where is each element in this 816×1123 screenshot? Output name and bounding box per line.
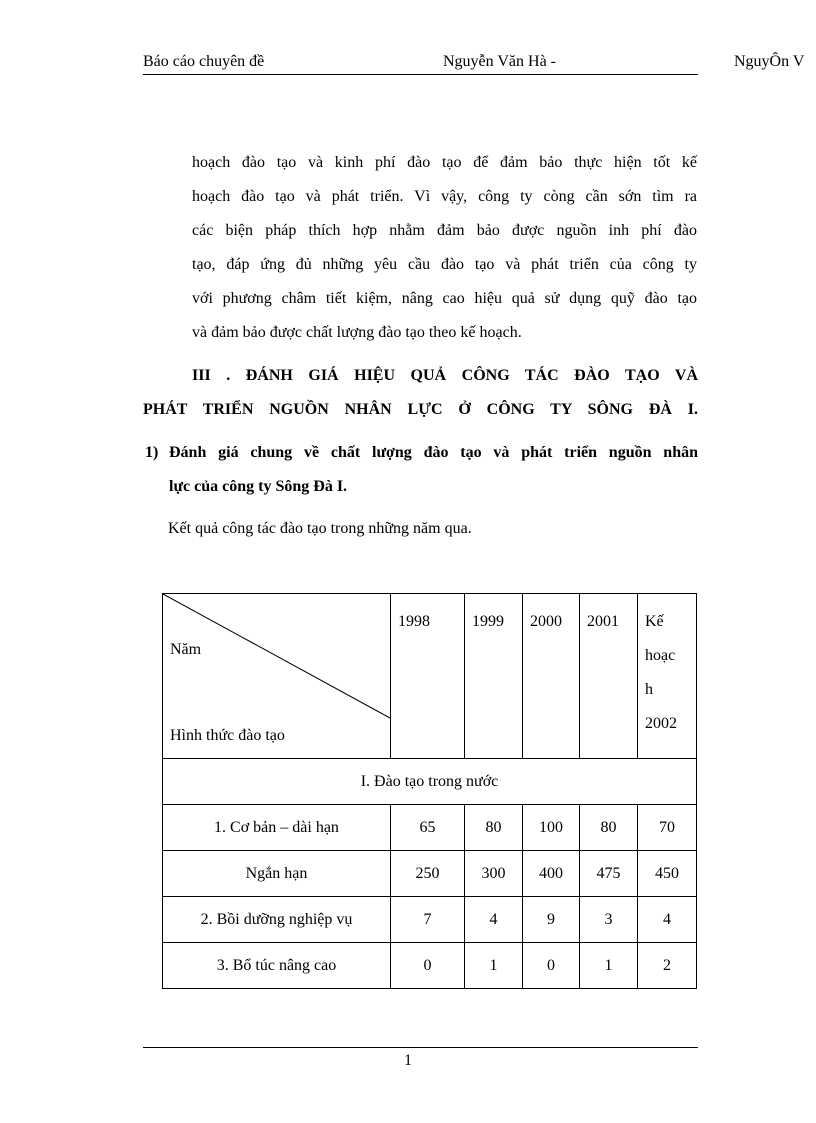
table-cell: 4 <box>465 897 523 943</box>
table-cell: 400 <box>523 851 580 897</box>
page-number: 1 <box>404 1052 412 1069</box>
table-row <box>163 805 697 851</box>
table-cell: 2 <box>638 943 697 989</box>
table-row <box>163 851 697 897</box>
subheading-number: 1) <box>145 444 159 461</box>
year-header: 2001 <box>580 594 638 759</box>
table-cell: 9 <box>523 897 580 943</box>
subheading-line: lực của công ty Sông Đà I. <box>169 478 348 495</box>
table-row <box>163 897 697 943</box>
section-heading <box>143 359 698 427</box>
table-cell: 80 <box>580 805 638 851</box>
plan-header-line: Kế <box>645 613 664 630</box>
row-label: 1. Cơ bản – dài hạn <box>163 805 391 851</box>
table-cell: 65 <box>391 805 465 851</box>
header-rule <box>143 74 698 75</box>
year-header: 1998 <box>391 594 465 759</box>
plan-header <box>638 594 697 759</box>
table-cell: 0 <box>523 943 580 989</box>
table-cell: 250 <box>391 851 465 897</box>
table-cell: 475 <box>580 851 638 897</box>
header-right: NguyÔn V <box>734 53 805 70</box>
table-cell: 80 <box>465 805 523 851</box>
table-cell: 100 <box>523 805 580 851</box>
paragraph-line: hoạch đào tạo và kinh phí đào tạo để đảm bảo thực hiện tốt kế <box>192 154 697 171</box>
plan-header-line: 2002 <box>645 715 677 732</box>
header-center: Nguyễn Văn Hà - <box>443 53 557 70</box>
section-row <box>163 759 697 805</box>
corner-form-label: Hình thức đào tạo <box>170 727 285 744</box>
row-label: 2. Bồi dưỡng nghiệp vụ <box>163 897 391 943</box>
table-cell: 3 <box>580 897 638 943</box>
paragraph-line: với phương châm tiết kiệm, nâng cao hiệu quả sử dụng quỹ đào tạo <box>192 290 697 307</box>
plan-header-line: hoạc <box>645 647 676 664</box>
table-cell: 300 <box>465 851 523 897</box>
table-cell: 0 <box>391 943 465 989</box>
paragraph-line: tạo, đáp ứng đủ những yêu cầu đào tạo và phát triển của công ty <box>192 256 697 273</box>
header-left: Báo cáo chuyên đề <box>143 53 265 70</box>
section-heading-line: PHÁT TRIỂN NGUỒN NHÂN LỰC Ở CÔNG TY SÔNG ĐÀ I. <box>143 401 698 418</box>
footer-rule <box>143 1047 698 1048</box>
table-cell: 4 <box>638 897 697 943</box>
paragraph-line: hoạch đào tạo và phát triển. Vì vậy, công ty còng cần sớn tìm ra <box>192 188 697 205</box>
table-intro: Kết quả công tác đào tạo trong những năm qua. <box>168 520 472 537</box>
section-row-label: I. Đào tạo trong nước <box>163 759 697 805</box>
subheading <box>143 436 698 504</box>
plan-header-line: h <box>645 681 653 698</box>
paragraph-line: các biện pháp thích hợp nhằm đảm bảo được nguồn inh phí đào <box>192 222 697 239</box>
row-label: 3. Bổ túc nâng cao <box>163 943 391 989</box>
corner-year-label: Năm <box>170 641 202 658</box>
table-cell: 1 <box>465 943 523 989</box>
row-label: Ngắn hạn <box>163 851 391 897</box>
year-header: 2000 <box>523 594 580 759</box>
table-cell: 450 <box>638 851 697 897</box>
body-paragraph <box>192 146 697 350</box>
table-cell: 7 <box>391 897 465 943</box>
section-heading-line: III . ĐÁNH GIÁ HIỆU QUẢ CÔNG TÁC ĐÀO TẠO VÀ <box>192 367 698 384</box>
table-cell: 70 <box>638 805 697 851</box>
corner-cell <box>163 594 391 759</box>
paragraph-line: và đảm bảo được chất lượng đào tạo theo kế hoạch. <box>192 324 522 341</box>
table-cell: 1 <box>580 943 638 989</box>
table-header-row <box>163 594 697 759</box>
table-row <box>163 943 697 989</box>
subheading-line: Đánh giá chung về chất lượng đào tạo và phát triển nguồn nhân <box>169 444 698 461</box>
training-results-table <box>162 593 697 989</box>
year-header: 1999 <box>465 594 523 759</box>
